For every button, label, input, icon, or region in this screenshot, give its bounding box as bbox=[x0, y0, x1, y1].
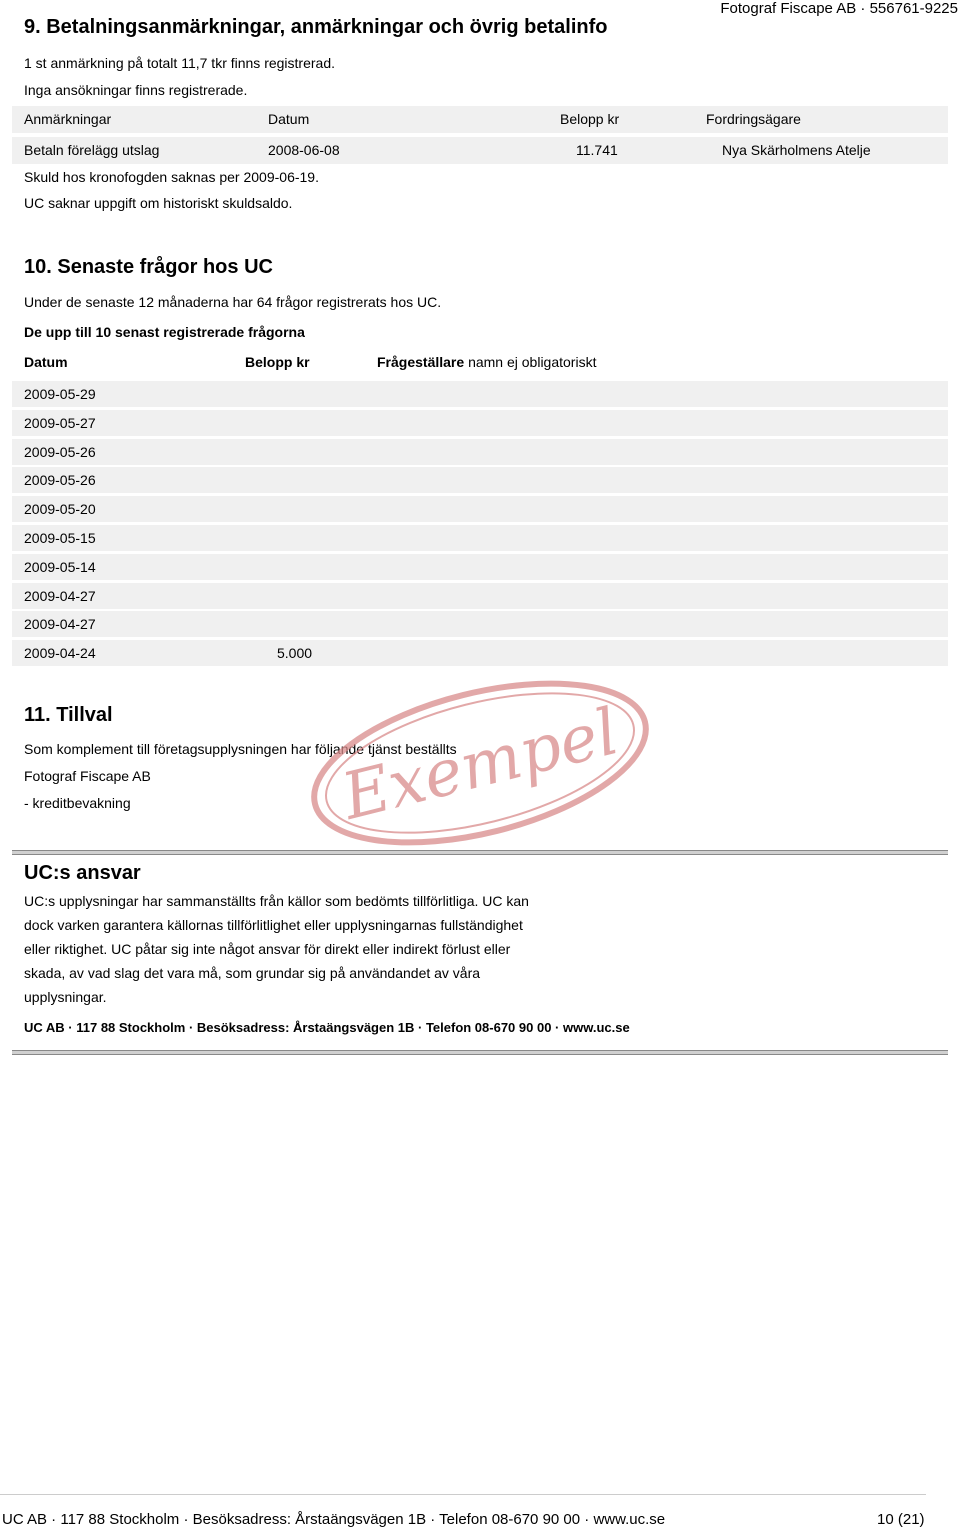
section-11-title: 11. Tillval bbox=[24, 704, 113, 726]
kronofogden-note: Skuld hos kronofogden saknas per 2009-06-19. bbox=[24, 169, 319, 185]
inquiry-date: 2009-05-14 bbox=[24, 558, 96, 575]
table-row bbox=[12, 381, 948, 407]
remarks-table-header bbox=[12, 106, 948, 133]
divider-bottom bbox=[12, 1050, 948, 1055]
table-row bbox=[12, 439, 948, 465]
table-row bbox=[12, 496, 948, 522]
footer-line bbox=[0, 1494, 926, 1495]
page-number: 10 (21) bbox=[877, 1511, 925, 1528]
inquirer-label: Frågeställare bbox=[377, 354, 465, 370]
header-remarks: Anmärkningar bbox=[24, 111, 112, 127]
remark-creditor: Nya Skärholmens Atelje bbox=[722, 142, 871, 158]
header-amount: Belopp kr bbox=[560, 111, 620, 127]
watermark-text: Exempel bbox=[335, 695, 626, 835]
table-row bbox=[12, 525, 948, 551]
header-creditor: Fordringsägare bbox=[706, 111, 801, 127]
inquiry-header-amount: Belopp kr bbox=[245, 354, 310, 370]
company-header: Fotograf Fiscape AB · 556761-9225 bbox=[720, 0, 958, 17]
inquiry-amount: 5.000 bbox=[277, 645, 313, 662]
section-10-title: 10. Senaste frågor hos UC bbox=[24, 256, 273, 278]
disclaimer-line-5: upplysningar. bbox=[24, 989, 107, 1005]
divider-top bbox=[12, 850, 948, 855]
inquirer-note: namn ej obligatoriskt bbox=[468, 354, 597, 370]
table-row bbox=[12, 467, 948, 493]
remark-date: 2008-06-08 bbox=[268, 142, 340, 158]
inquiry-date: 2009-05-27 bbox=[24, 414, 96, 431]
inquiry-header-inquirer bbox=[377, 354, 596, 370]
inquiry-date: 2009-05-26 bbox=[24, 443, 96, 460]
table-row bbox=[12, 583, 948, 609]
inquiry-date: 2009-05-29 bbox=[24, 386, 96, 402]
inquiry-date: 2009-04-27 bbox=[24, 587, 96, 604]
addon-intro: Som komplement till företagsupplysningen har följande tjänst beställts bbox=[24, 741, 457, 757]
section-9-title: 9. Betalningsanmärkningar, anmärkningar och övrig betalinfo bbox=[24, 16, 608, 38]
disclaimer-line-2: dock varken garantera källornas tillförlitlighet eller upplysningarnas fullständighet bbox=[24, 917, 523, 933]
disclaimer-line-1: UC:s upplysningar har sammanställts från källor som bedömts tillförlitliga. UC kan bbox=[24, 893, 529, 909]
addon-company: Fotograf Fiscape AB bbox=[24, 768, 151, 784]
inquiries-subtitle: De upp till 10 senast registrerade frågorna bbox=[24, 324, 305, 340]
remark-amount: 11.741 bbox=[576, 142, 618, 158]
disclaimer-line-4: skada, av vad slag det vara må, som grundar sig på användandet av våra bbox=[24, 965, 481, 981]
disclaimer-title: UC:s ansvar bbox=[24, 862, 141, 884]
inquiry-date: 2009-04-27 bbox=[24, 616, 96, 633]
inquiry-date: 2009-05-26 bbox=[24, 472, 96, 489]
table-row bbox=[12, 554, 948, 580]
exempel-watermark bbox=[300, 668, 660, 858]
applications-summary: Inga ansökningar finns registrerade. bbox=[24, 82, 248, 98]
inquiries-summary: Under de senaste 12 månaderna har 64 frågor registrerats hos UC. bbox=[24, 294, 442, 310]
inquiry-date: 2009-04-24 bbox=[24, 645, 96, 662]
remarks-summary: 1 st anmärkning på totalt 11,7 tkr finns registrerad. bbox=[24, 55, 336, 71]
header-date: Datum bbox=[268, 111, 310, 127]
table-row bbox=[12, 410, 948, 436]
table-row bbox=[12, 640, 948, 666]
inquiry-header-date: Datum bbox=[24, 354, 68, 370]
remark-type: Betaln förelägg utslag bbox=[24, 142, 160, 158]
footer-contact: UC AB · 117 88 Stockholm · Besöksadress: Årstaängsvägen 1B · Telefon 08-670 90 00 · www.uc.se bbox=[2, 1511, 666, 1528]
table-row bbox=[12, 611, 948, 637]
inquiry-date: 2009-05-15 bbox=[24, 530, 96, 546]
disclaimer-line-3: eller riktighet. UC påtar sig inte något ansvar för direkt eller indirekt förlust eller bbox=[24, 941, 511, 957]
addon-service: - kreditbevakning bbox=[24, 795, 131, 811]
disclaimer-contact: UC AB · 117 88 Stockholm · Besöksadress: Årstaängsvägen 1B · Telefon 08-670 90 00 · www.uc.se bbox=[24, 1020, 630, 1035]
inquiry-date: 2009-05-20 bbox=[24, 501, 96, 518]
debt-history-note: UC saknar uppgift om historiskt skuldsaldo. bbox=[24, 195, 293, 211]
table-row bbox=[12, 137, 948, 164]
